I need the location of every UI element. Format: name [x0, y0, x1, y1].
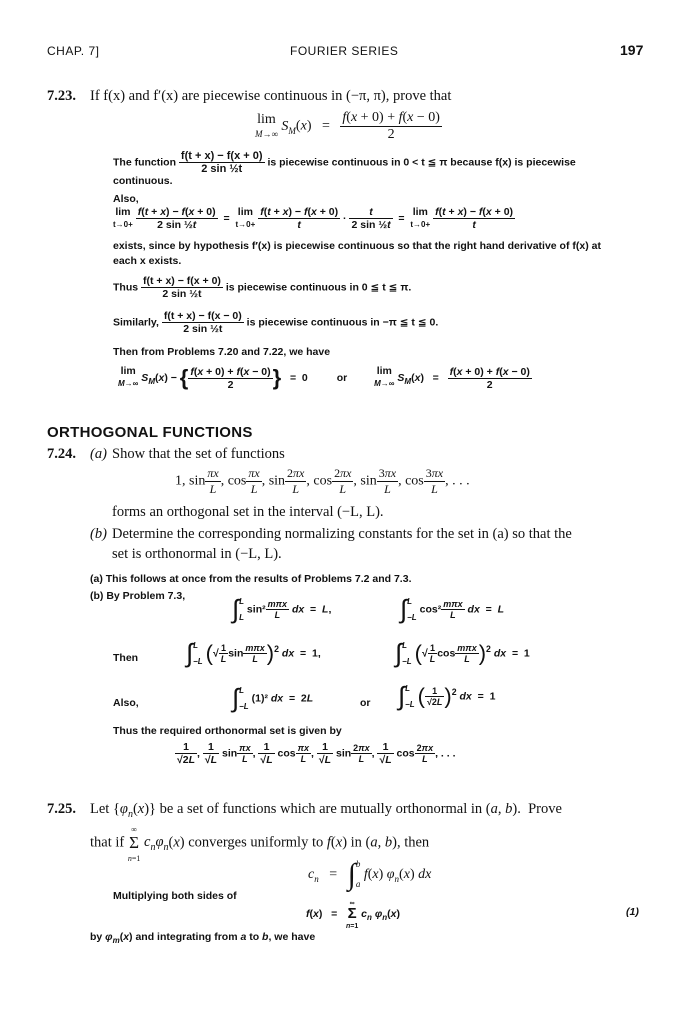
integral-sin-squared: ∫L L sin² $\frac{\text{mπx}}{L}$ dx = L, [232, 594, 332, 624]
coefficient-formula: $c_n = \int b$ a f(x) $\varphi_n(x)$ dx [308, 857, 432, 891]
integral-cos-squared: ∫L −L cos² $\frac{\text{mπx}}{L}$ dx = L [400, 594, 505, 624]
integral-constant-normalized: ∫L −L ( $\frac{1}{√2L}$ )$^2$ dx = 1 [398, 681, 496, 711]
exists-line-1: exists, since by hypothesis f′(x) is piecewise continuous so that the right hand derivative of f(x) at [113, 240, 601, 252]
problem-7-25-line-2: that if ∞ Σ n=1 $c_n\varphi_n(x)$ converges uniformly to f(x) in (a, b), then [90, 825, 430, 864]
forms-line: forms an orthogonal set in the interval (−L, L). [112, 504, 384, 520]
section-heading: ORTHOGONAL FUNCTIONS [47, 424, 253, 441]
also-equation: lim t→0+ $\frac{f(t + x) - f(x + 0)}{\text{2 sin ½t}}$ = lim t→0+ $\frac{f(t + x) - f(x + 0)}{t}$ · $\frac{t}{\text{2 sin ½t}}$ = lim t→0+ $\frac{f(t + x) - f(x + 0)}{t}$ [113, 205, 514, 231]
problem-7-24-number: 7.24. [47, 446, 76, 462]
chapter-label: CHAP. 7] [47, 44, 100, 58]
integral-one-squared: ∫L −L (1)² dx = 2L [232, 683, 314, 713]
orthonormal-set: $\frac{1}{√2L}$ , $\frac{1}{√L}$ sin $\frac{\pi x}{L}$ , $\frac{1}{√L}$ cos $\frac{\pi x}{L}$ , $\frac{1}{√L}$ sin $\frac{2\pi x}{L}$ , $\frac{1}{√L}$ cos $\frac{2\pi x}{L}$ , . . . [177, 741, 456, 766]
series-expansion: f(x) = ∞ Σ n=1 $c_n$ $\varphi_n(x)$ [306, 900, 400, 930]
problem-7-24-b-text-1: Determine the corresponding normalizing constants for the set in (a) so that the [112, 526, 572, 542]
problem-7-25-number: 7.25. [47, 801, 76, 817]
then-label: Then [113, 652, 139, 664]
multiplying-line: Multiplying both sides of [113, 890, 237, 902]
the-function-line: The function $\frac{f(t + x) - f(x + 0)}{\text{2 sin ½t}}$ is piecewise continuous in 0 < t ≦ π because f(x) is piecewise [113, 150, 576, 175]
exists-line-2: each x exists. [113, 255, 182, 267]
then-from-line: Then from Problems 7.20 and 7.22, we have [113, 346, 331, 358]
final-equation: lim M→∞ $S_M(x)$ − { $\frac{f(x + 0) + f(x - 0)}{2}$ } = 0 or lim M→∞ $S_M(x)$ = $\frac{f(x + 0) + f(x - 0)}{2}$ [118, 365, 530, 391]
thus-line: Thus $\frac{f(t + x) - f(x + 0)}{\text{2 sin ½t}}$ is piecewise continuous in 0 ≦ t ≦ π. [113, 275, 412, 300]
problem-7-23-number: 7.23. [47, 88, 76, 104]
running-title: FOURIER SERIES [290, 44, 399, 58]
problem-7-24-b-text-2: set is orthonormal in (−L, L). [112, 546, 282, 562]
solution-b: (b) By Problem 7.3, [90, 590, 186, 602]
problem-7-24-b-label: (b) [90, 526, 107, 542]
page-number: 197 [620, 42, 644, 58]
also-label: Also, [113, 193, 139, 205]
by-phi-line: by $\varphi_m(x)$ and integrating from a to b, we have [90, 931, 316, 946]
problem-7-24-a-text: Show that the set of functions [112, 446, 285, 462]
thus-orthonormal: Thus the required orthonormal set is given by [113, 725, 342, 737]
function-set: 1, sin $\frac{\pi x}{L}$ , cos $\frac{\pi x}{L}$ , sin $\frac{2\pi x}{L}$ , cos $\frac{2\pi x}{L}$ , sin $\frac{3\pi x}{L}$ , cos $\frac{3\pi x}{L}$ , . . . [175, 466, 470, 496]
integral-normalized-sin: ∫L −L (√ $\frac{1}{L}$ sin $\frac{\text{mπx}}{L}$ )$^2$ dx = 1, [186, 638, 321, 668]
or-label: or [360, 697, 371, 709]
problem-7-24-a-label: (a) [90, 446, 107, 462]
continuous-text: continuous. [113, 175, 173, 187]
problem-7-23-statement: If f(x) and f′(x) are piecewise continuous in (−π, π), prove that [90, 88, 452, 104]
limit-equation-1: lim M→∞ $S_M(x)$ = $\frac{f(x + 0) + f(x - 0)}{2}$ [255, 110, 440, 142]
solution-a: (a) This follows at once from the results of Problems 7.2 and 7.3. [90, 573, 412, 585]
problem-7-25-line-1: Let $\{\varphi_n(x)\}$ be a set of functions which are mutually orthonormal in (a, b). Prove [90, 801, 562, 820]
integral-normalized-cos: ∫L −L (√ $\frac{1}{L}$ cos $\frac{\text{mπx}}{L}$ )$^2$ dx = 1 [395, 638, 530, 668]
similarly-line: Similarly, $\frac{f(t + x) - f(x - 0)}{\text{2 sin ½t}}$ is piecewise continuous in −π ≦ t ≦ 0. [113, 310, 439, 335]
equation-number-1: (1) [626, 906, 639, 918]
also-label-2: Also, [113, 697, 139, 709]
